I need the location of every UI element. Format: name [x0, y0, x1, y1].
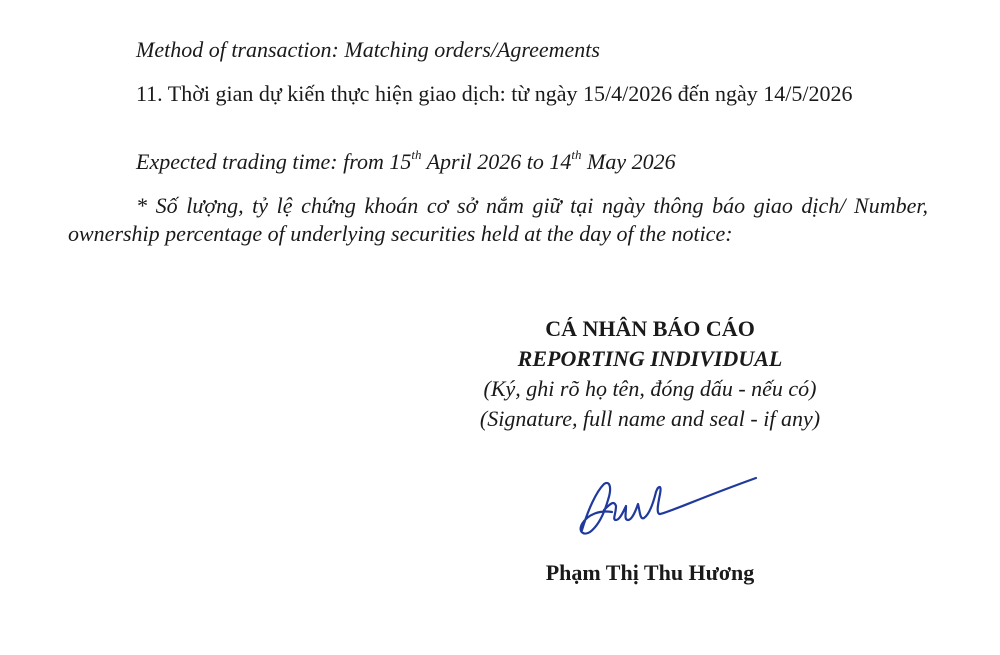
- reporter-title-vi: CÁ NHÂN BÁO CÁO: [545, 316, 755, 341]
- method-value: : Matching orders/Agreements: [331, 37, 600, 62]
- expected-sup-2: th: [571, 146, 582, 162]
- signature-instruction-vi: (Ký, ghi rõ họ tên, đóng dấu - nếu có): [483, 376, 817, 401]
- signature-instruction-en: (Signature, full name and seal - if any): [479, 406, 821, 431]
- expected-sup-1: th: [411, 146, 422, 162]
- signature-block: [420, 314, 880, 434]
- method-label: Method of transaction: [136, 37, 332, 62]
- expected-trading-time: [136, 148, 676, 176]
- item-11-paragraph: 11. Thời gian dự kiến thực hiện giao dịch: từ ngày 15/4/2026 đến ngày 14/5/2026: [136, 81, 853, 106]
- expected-middle: April 2026 to 14: [421, 149, 572, 174]
- signer-name: Phạm Thị Thu Hương: [545, 560, 755, 585]
- signer-block: [420, 558, 880, 588]
- expected-prefix: Expected trading time: from 15: [136, 149, 412, 174]
- reporter-title-en: REPORTING INDIVIDUAL: [517, 346, 783, 371]
- transaction-method-line: [136, 36, 600, 64]
- expected-suffix: May 2026: [581, 149, 676, 174]
- securities-note: * Số lượng, tỷ lệ chứng khoán cơ sở nắm giữ tại ngày thông báo giao dịch/ Number, ownership percentage of underlying securities held at the day of the notice:: [68, 193, 928, 246]
- handwritten-signature: [560, 470, 760, 550]
